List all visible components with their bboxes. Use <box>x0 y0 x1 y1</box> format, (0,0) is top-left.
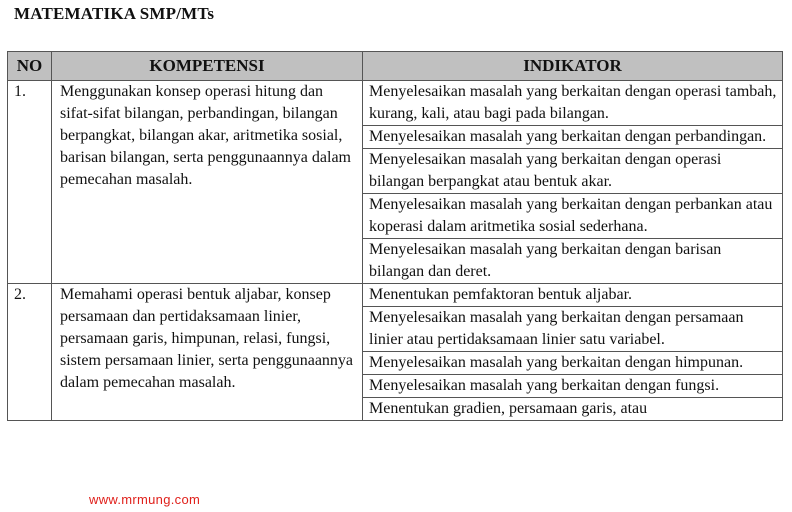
indikator-cell: Menyelesaikan masalah yang berkaitan dengan fungsi. <box>363 375 783 398</box>
indikator-cell: Menyelesaikan masalah yang berkaitan dengan operasi bilangan berpangkat atau bentuk akar. <box>363 149 783 194</box>
document-title: MATEMATIKA SMP/MTs <box>14 4 215 23</box>
header-indikator: INDIKATOR <box>363 52 783 81</box>
table-row <box>8 81 783 126</box>
header-kompetensi: KOMPETENSI <box>52 52 363 81</box>
indikator-cell: Menyelesaikan masalah yang berkaitan dengan barisan bilangan dan deret. <box>363 239 783 284</box>
table-header-row <box>8 52 783 81</box>
indikator-cell: Menentukan pemfaktoran bentuk aljabar. <box>363 284 783 307</box>
competency-table <box>7 51 783 421</box>
indikator-cell: Menentukan gradien, persamaan garis, atau <box>363 398 783 421</box>
table-row <box>8 284 783 307</box>
watermark: www.mrmung.com <box>89 492 201 507</box>
row-number: 1. <box>8 81 52 284</box>
row-number: 2. <box>8 284 52 421</box>
kompetensi-cell: Memahami operasi bentuk aljabar, konsep persamaan dan pertidaksamaan linier, persamaan garis, himpunan, relasi, fungsi, sistem persamaan linier, serta penggunaannya dalam pemecahan masalah. <box>52 284 363 421</box>
indikator-cell: Menyelesaikan masalah yang berkaitan dengan operasi tambah, kurang, kali, atau bagi pada bilangan. <box>363 81 783 126</box>
indikator-cell: Menyelesaikan masalah yang berkaitan dengan perbandingan. <box>363 126 783 149</box>
indikator-cell: Menyelesaikan masalah yang berkaitan dengan himpunan. <box>363 352 783 375</box>
indikator-cell: Menyelesaikan masalah yang berkaitan dengan perbankan atau koperasi dalam aritmetika sosial sederhana. <box>363 194 783 239</box>
header-no: NO <box>8 52 52 81</box>
kompetensi-cell: Menggunakan konsep operasi hitung dan sifat-sifat bilangan, perbandingan, bilangan berpangkat, bilangan akar, aritmetika sosial, barisan bilangan, serta penggunaannya dalam pemecahan masalah. <box>52 81 363 284</box>
indikator-cell: Menyelesaikan masalah yang berkaitan dengan persamaan linier atau pertidaksamaan linier satu variabel. <box>363 307 783 352</box>
